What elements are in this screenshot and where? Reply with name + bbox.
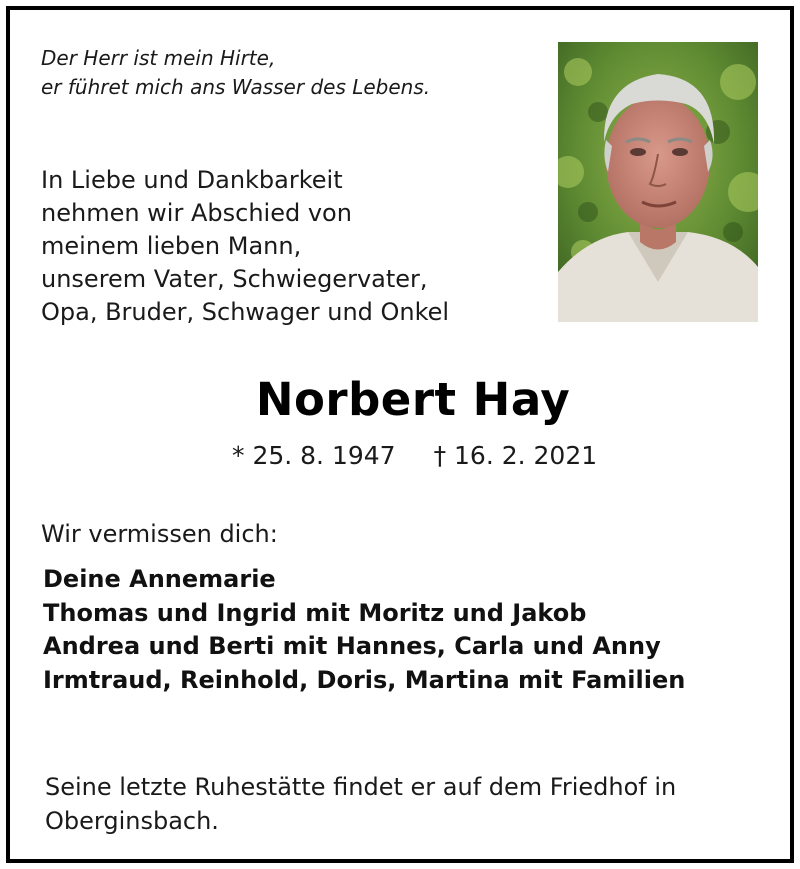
resting-line: Seine letzte Ruhestätte findet er auf dem Friedhof in [45, 773, 677, 801]
family-line: Irmtraud, Reinhold, Doris, Martina mit Familien [43, 665, 686, 694]
intro-line: In Liebe und Dankbarkeit [41, 166, 343, 194]
death-date: † 16. 2. 2021 [433, 441, 598, 470]
intro-line: unserem Vater, Schwiegervater, [41, 265, 428, 293]
verse-line: Der Herr ist mein Hirte, [41, 46, 276, 70]
resting-line: Oberginsbach. [45, 807, 219, 835]
portrait-illustration [558, 42, 758, 322]
intro-line: Opa, Bruder, Schwager und Onkel [41, 298, 450, 326]
family-line: Deine Annemarie [43, 565, 276, 593]
portrait-photo [558, 42, 758, 322]
life-dates [232, 440, 597, 472]
deceased-name: Norbert Hay [255, 373, 571, 426]
farewell-text [41, 164, 449, 329]
verse-line: er führet mich ans Wasser des Lebens. [41, 75, 431, 99]
birth-date: * 25. 8. 1947 [232, 441, 396, 470]
family-line: Thomas und Ingrid mit Moritz und Jakob [43, 598, 587, 627]
resting-place-note [45, 770, 676, 838]
intro-line: meinem lieben Mann, [41, 232, 302, 260]
family-signatures [43, 563, 685, 697]
intro-line: nehmen wir Abschied von [41, 199, 352, 227]
bible-verse [41, 44, 430, 102]
obituary-card [6, 6, 794, 863]
family-line: Andrea und Berti mit Hannes, Carla und Anny [43, 632, 661, 660]
missing-you-text: Wir vermissen dich: [41, 520, 278, 548]
